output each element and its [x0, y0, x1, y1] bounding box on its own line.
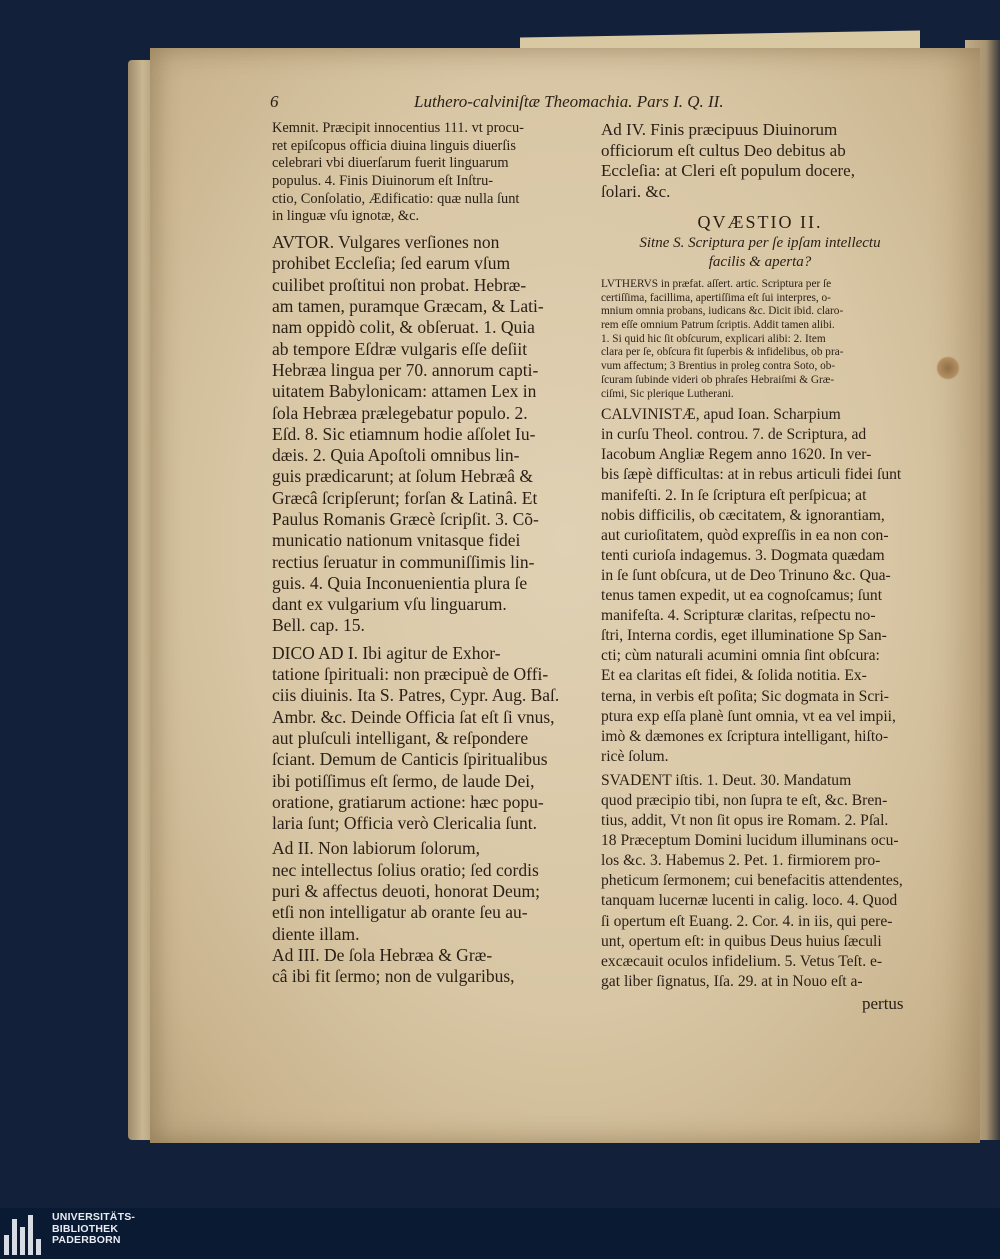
text-line: manifeſti. 2. In ſe ſcriptura eſt perſpicua; at: [601, 486, 867, 504]
text-line: ciis diuinis. Ita S. Patres, Cypr. Aug. Baſ.: [272, 685, 560, 706]
text-line: Græcâ ſcripſerunt; forſan & Latinâ. Et: [272, 487, 538, 508]
text-line: quod præcipio tibi, non ſupra te eſt, &c. Bren-: [601, 791, 888, 809]
spacer: [601, 202, 919, 210]
text-line: bis ſæpè difficultas: at in rebus articuli fidei ſunt: [601, 466, 902, 484]
text-line: Paulus Romanis Græcè ſcripſit. 3. Cõ-: [272, 508, 539, 529]
text-line: ricè ſolum.: [601, 747, 669, 765]
text-line: Ad II. Non labiorum ſolorum,: [272, 838, 481, 859]
text-line: ret epiſcopus officia diuina linguis diuerſis: [272, 137, 516, 154]
text-line: certiſſima, facillima, apertiſſima eſt ſui interpres, o-: [601, 291, 831, 304]
text-line: ptura exp eſſa planè ſunt omnia, vt ea vel impii,: [601, 707, 896, 725]
text-line: nam oppidò colit, & obſeruat. 1. Quia: [272, 317, 535, 338]
text-line: QVÆSTIO II.: [697, 212, 823, 232]
text-line: ſolari. &c.: [601, 181, 671, 201]
text-line: Bell. cap. 15.: [272, 615, 365, 636]
text-line: am tamen, puramque Græcam, & Lati-: [272, 296, 544, 317]
text-line: terna, in verbis eſt poſita; Sic dogmata in Scri-: [601, 687, 889, 705]
text-line: prohibet Eccleſia; ſed earum vſum: [272, 253, 511, 274]
text-line: manifeſta. 4. Scripturæ claritas, reſpectu no-: [601, 607, 876, 625]
text-line: Hebræa lingua per 70. annorum capti-: [272, 359, 539, 380]
text-line: SVADENT iſtis. 1. Deut. 30. Mandatum: [601, 771, 852, 789]
text-line: Et ea claritas eſt fidei, & ſolida notitia. Ex-: [601, 667, 867, 685]
text-line: municatio nationum vnitasque fidei: [272, 530, 521, 551]
text-line: ſcuram ſubinde videri ob phraſes Hebraiſmi & Græ-: [601, 373, 835, 386]
library-name: [52, 1212, 135, 1247]
text-line: ciſmi, Sic plerique Lutherani.: [601, 387, 734, 400]
text-line: Kemnit. Præcipit innocentius 111. vt procu-: [272, 120, 524, 136]
text-line: aut pluſculi intelligant, & reſpondere: [272, 727, 529, 748]
running-title: Luthero-calviniſtæ Theomachia. Pars I. Q. II.: [414, 92, 724, 111]
text-line: pheticum ſermonem; cui benefacitis attendentes,: [601, 872, 903, 890]
text-line: rectius ſeruatur in communiſſimis lin-: [272, 551, 535, 572]
library-name-line-3: PADERBORN: [52, 1234, 121, 1247]
text-line: puri & affectus deuoti, honorat Deum;: [272, 881, 540, 902]
text-line: ſtri, Interna cordis, eget illuminatione Sp San-: [601, 627, 887, 645]
text-line: diente illam.: [272, 923, 360, 944]
text-line: Iacobum Angliæ Regem anno 1620. In ver-: [601, 446, 872, 464]
text-line: tatione ſpirituali: non præcipuè de Offi-: [272, 664, 549, 685]
text-line: aut curioſitatem, quòd expreſſis in ea non con-: [601, 526, 889, 544]
text-line: dant ex vulgarium vſu linguarum.: [272, 594, 507, 615]
text-line: Ad III. De ſola Hebræa & Græ-: [272, 944, 493, 965]
text-line: rem eſſe omnium Patrum ſcriptis. Addit tamen alibi.: [601, 319, 835, 332]
text-line: unt, opertum eſt: in quibus Deus huius ſæculi: [601, 932, 882, 950]
text-line: DICO AD I. Ibi agitur de Exhor-: [272, 642, 501, 663]
text-line: clara per ſe, obſcura fit ſuperbis & infidelibus, ob pra-: [601, 346, 844, 359]
text-line: populus. 4. Finis Diuinorum eſt Inſtru-: [272, 173, 494, 190]
paper-stain: [936, 356, 960, 380]
library-footer-bar: [0, 1208, 1000, 1259]
library-logo-icon: [0, 1210, 50, 1259]
text-line: officiorum eſt cultus Deo debitus ab: [601, 140, 846, 160]
text-line: laria ſunt; Officia verò Clericalia ſunt.: [272, 813, 537, 834]
text-line: ſi opertum eſt Euang. 2. Cor. 4. in iis, qui pere-: [601, 912, 893, 930]
right-text-column: [601, 120, 919, 992]
text-line: ibi potiſſimus eſt ſermo, de laude Dei,: [272, 770, 535, 791]
text-line: tius, addit, Vt non ſit opus ire Romam. 2. Pſal.: [601, 812, 889, 830]
page-header: [270, 92, 790, 116]
text-line: AVTOR. Vulgares verſiones non: [272, 232, 500, 253]
text-line: tenus tamen expedit, ut ea cognoſcamus; ſunt: [601, 587, 883, 605]
text-line: ab tempore Eſdræ vulgaris eſſe deſiit: [272, 338, 528, 359]
text-line: in ſe ſunt obſcura, ut de Deo Trinuno &c. Qua-: [601, 566, 891, 584]
text-line: tanquam lucernæ lucenti in calig. loco. 4. Quod: [601, 892, 898, 910]
text-line: mnium omnia probans, iudicans &c. Dicit ibid. claro-: [601, 305, 844, 318]
text-line: Ad IV. Finis præcipuus Diuinorum: [601, 120, 838, 139]
text-line: 1. Si quid hic ſit obſcurum, explicari alibi: 2. Item: [601, 332, 826, 345]
text-line: cti; cùm naturali acumini omnia ſint obſcura:: [601, 647, 880, 665]
library-name-line-1: UNIVERSITÄTS-: [52, 1211, 136, 1223]
text-line: ctio, Conſolatio, Ædificatio: quæ nulla ſunt: [272, 190, 520, 207]
text-line: imò & dæmones ex ſcriptura intelligant, hiſto-: [601, 727, 889, 745]
text-line: câ ibi fit ſermo; non de vulgaribus,: [272, 966, 515, 987]
text-line: excæcauit oculos infidelium. 5. Vetus Teſt. e-: [601, 952, 883, 970]
text-line: ſciant. Demum de Canticis ſpiritualibus: [272, 749, 548, 770]
text-line: vum affectum; 3 Brentius in proleg contra Soto, ob-: [601, 360, 836, 373]
text-line: nec intellectus ſolius oratio; ſed cordis: [272, 859, 539, 880]
library-name-line-2: BIBLIOTHEK: [52, 1222, 119, 1235]
text-line: ſola Hebræa prælegebatur populo. 2.: [272, 402, 528, 423]
text-line: guis prædicarunt; at ſolum Hebræâ &: [272, 466, 533, 487]
page-number: 6: [270, 92, 279, 111]
text-line: facilis & aperta?: [708, 254, 812, 270]
text-line: gat liber ſignatus, Iſa. 29. at in Nouo eſt a-: [601, 972, 863, 990]
text-line: uitatem Babylonicam: attamen Lex in: [272, 381, 537, 402]
text-line: LVTHERVS in præfat. aſſert. artic. Scriptura per ſe: [601, 278, 832, 290]
text-line: guis. 4. Quia Inconuenientia plura ſe: [272, 572, 528, 593]
text-line: oratione, gratiarum actione: hæc popu-: [272, 791, 544, 812]
text-line: 18 Præceptum Domini lucidum illuminans ocu-: [601, 832, 899, 850]
text-line: los &c. 3. Habemus 2. Pet. 1. firmiorem pro-: [601, 852, 881, 870]
text-line: dæis. 2. Quia Apoſtoli omnibus lin-: [272, 445, 520, 466]
text-line: CALVINISTÆ, apud Ioan. Scharpium: [601, 406, 841, 424]
text-line: celebrari vbi diuerſarum fuerit linguarum: [272, 155, 509, 172]
text-line: Ambr. &c. Deinde Officia ſat eſt ſi vnus,: [272, 706, 555, 727]
text-line: Eſd. 8. Sic etiamnum hodie aſſolet Iu-: [272, 423, 536, 444]
text-line: nobis difficilis, ob cæcitatem, & ignorantiam,: [601, 506, 885, 524]
text-line: etſi non intelligatur ab orante ſeu au-: [272, 902, 528, 923]
catchword: pertus: [862, 994, 904, 1013]
text-line: Eccleſia: at Cleri eſt populum docere,: [601, 161, 855, 180]
text-line: Sitne S. Scriptura per ſe ipſam intellectu: [639, 235, 881, 251]
text-line: cuilibet proſtitui non probat. Hebræ-: [272, 274, 527, 295]
left-text-column: [272, 120, 586, 988]
text-line: in curſu Theol. controu. 7. de Scriptura, ad: [601, 426, 867, 444]
text-line: in linguæ vſu ignotæ, &c.: [272, 208, 420, 225]
text-line: tenti curioſa indagemus. 3. Dogmata quædam: [601, 546, 885, 564]
